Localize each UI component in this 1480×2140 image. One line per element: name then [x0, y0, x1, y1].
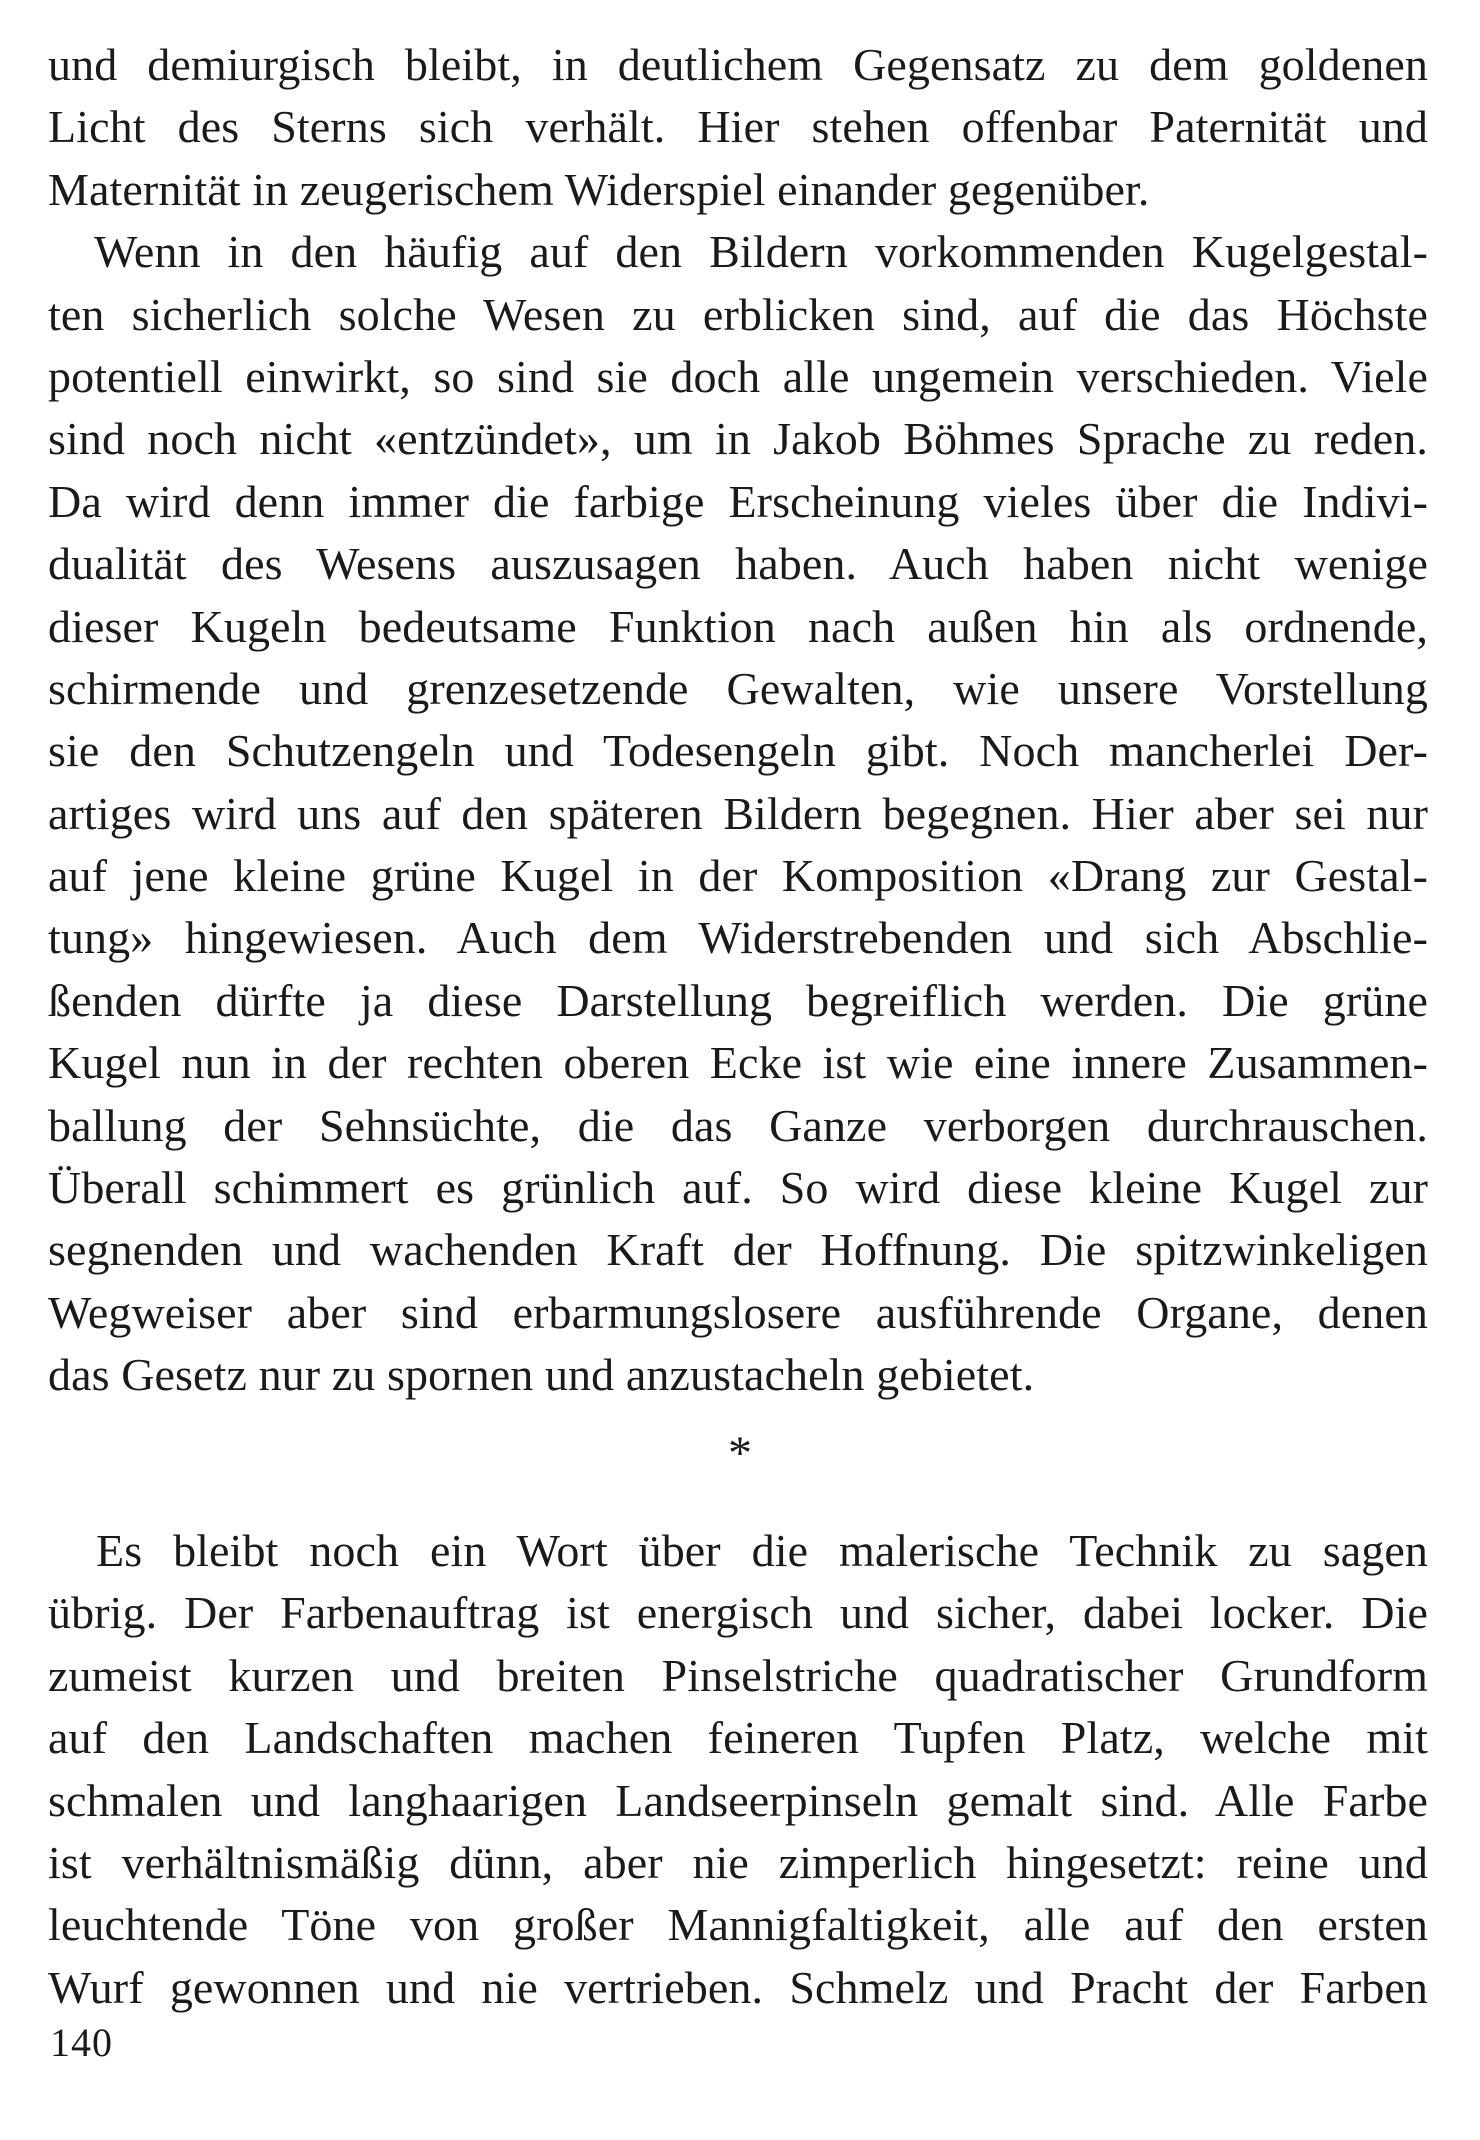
- page-number: 140: [50, 2020, 113, 2065]
- text-line: sind noch nicht «entzündet», um in Jakob Böhmes Sprache zu reden.: [48, 413, 1428, 465]
- body-text-upper: [48, 34, 1428, 1407]
- text-line: leuchtende Töne von großer Mannigfaltigkeit, alle auf den ersten: [48, 1899, 1428, 1951]
- text-line: ballung der Sehnsüchte, die das Ganze verborgen durchrauschen.: [48, 1099, 1428, 1151]
- text-line: Wenn in den häufig auf den Bildern vorkommenden Kugelgestal-: [94, 226, 1428, 278]
- text-line: Licht des Sterns sich verhält. Hier stehen offenbar Paternität und: [48, 101, 1428, 153]
- text-line: Es bleibt noch ein Wort über die malerische Technik zu sagen: [96, 1525, 1428, 1576]
- paragraph-technique: [48, 1520, 1428, 2019]
- text-line: schirmende und grenzesetzende Gewalten, wie unsere Vorstellung: [48, 662, 1428, 714]
- text-line: Überall schimmert es grünlich auf. So wird diese kleine Kugel zur: [48, 1162, 1428, 1214]
- paragraph-continuation: [48, 34, 1428, 221]
- text-line: ist verhältnismäßig dünn, aber nie zimperlich hingesetzt: reine und: [48, 1836, 1428, 1888]
- text-line: auf jene kleine grüne Kugel in der Komposition «Drang zur Gestal-: [48, 850, 1428, 902]
- text-line: auf den Landschaften machen feineren Tupfen Platz, welche mit: [48, 1712, 1428, 1764]
- text-line: Kugel nun in der rechten oberen Ecke ist wie eine innere Zusammen-: [48, 1037, 1428, 1089]
- paragraph-spheres: [48, 221, 1428, 1406]
- text-line: dieser Kugeln bedeutsame Funktion nach außen hin als ordnende,: [48, 600, 1428, 652]
- text-line: und demiurgisch bleibt, in deutlichem Gegensatz zu dem goldenen: [48, 39, 1428, 90]
- text-line: ten sicherlich solche Wesen zu erblicken sind, auf die das Höchste: [48, 288, 1428, 340]
- text-line: Da wird denn immer die farbige Erscheinung vieles über die Indivi-: [48, 475, 1428, 527]
- body-text-lower: [48, 1520, 1428, 2019]
- text-line: artiges wird uns auf den späteren Bildern begegnen. Hier aber sei nur: [48, 787, 1428, 839]
- text-line: ßenden dürfte ja diese Darstellung begreiflich werden. Die grüne: [48, 974, 1428, 1026]
- text-line: zumeist kurzen und breiten Pinselstriche quadratischer Grundform: [48, 1649, 1428, 1701]
- text-line: übrig. Der Farbenauftrag ist energisch und sicher, dabei locker. Die: [48, 1587, 1428, 1639]
- text-line: schmalen und langhaarigen Landseerpinseln gemalt sind. Alle Farbe: [48, 1774, 1428, 1826]
- text-line: Wegweiser aber sind erbarmungslosere ausführende Organe, denen: [48, 1286, 1428, 1338]
- text-line: dualität des Wesens auszusagen haben. Auch haben nicht wenige: [48, 538, 1428, 590]
- text-line: potentiell einwirkt, so sind sie doch alle ungemein verschieden. Viele: [48, 350, 1428, 402]
- text-line: das Gesetz nur zu spornen und anzustacheln gebietet.: [48, 1349, 1035, 1401]
- text-line: Maternität in zeugerischem Widerspiel einander gegenüber.: [48, 163, 1150, 215]
- text-line: sie den Schutzengeln und Todesengeln gibt. Noch mancherlei Der-: [48, 725, 1428, 777]
- text-line: Wurf gewonnen und nie vertrieben. Schmelz und Pracht der Farben: [48, 1961, 1428, 2013]
- section-separator-asterisk: *: [728, 1427, 752, 1480]
- text-line: tung» hingewiesen. Auch dem Widerstrebenden und sich Abschlie-: [48, 912, 1428, 964]
- text-line: segnenden und wachenden Kraft der Hoffnung. Die spitzwinkeligen: [48, 1224, 1428, 1276]
